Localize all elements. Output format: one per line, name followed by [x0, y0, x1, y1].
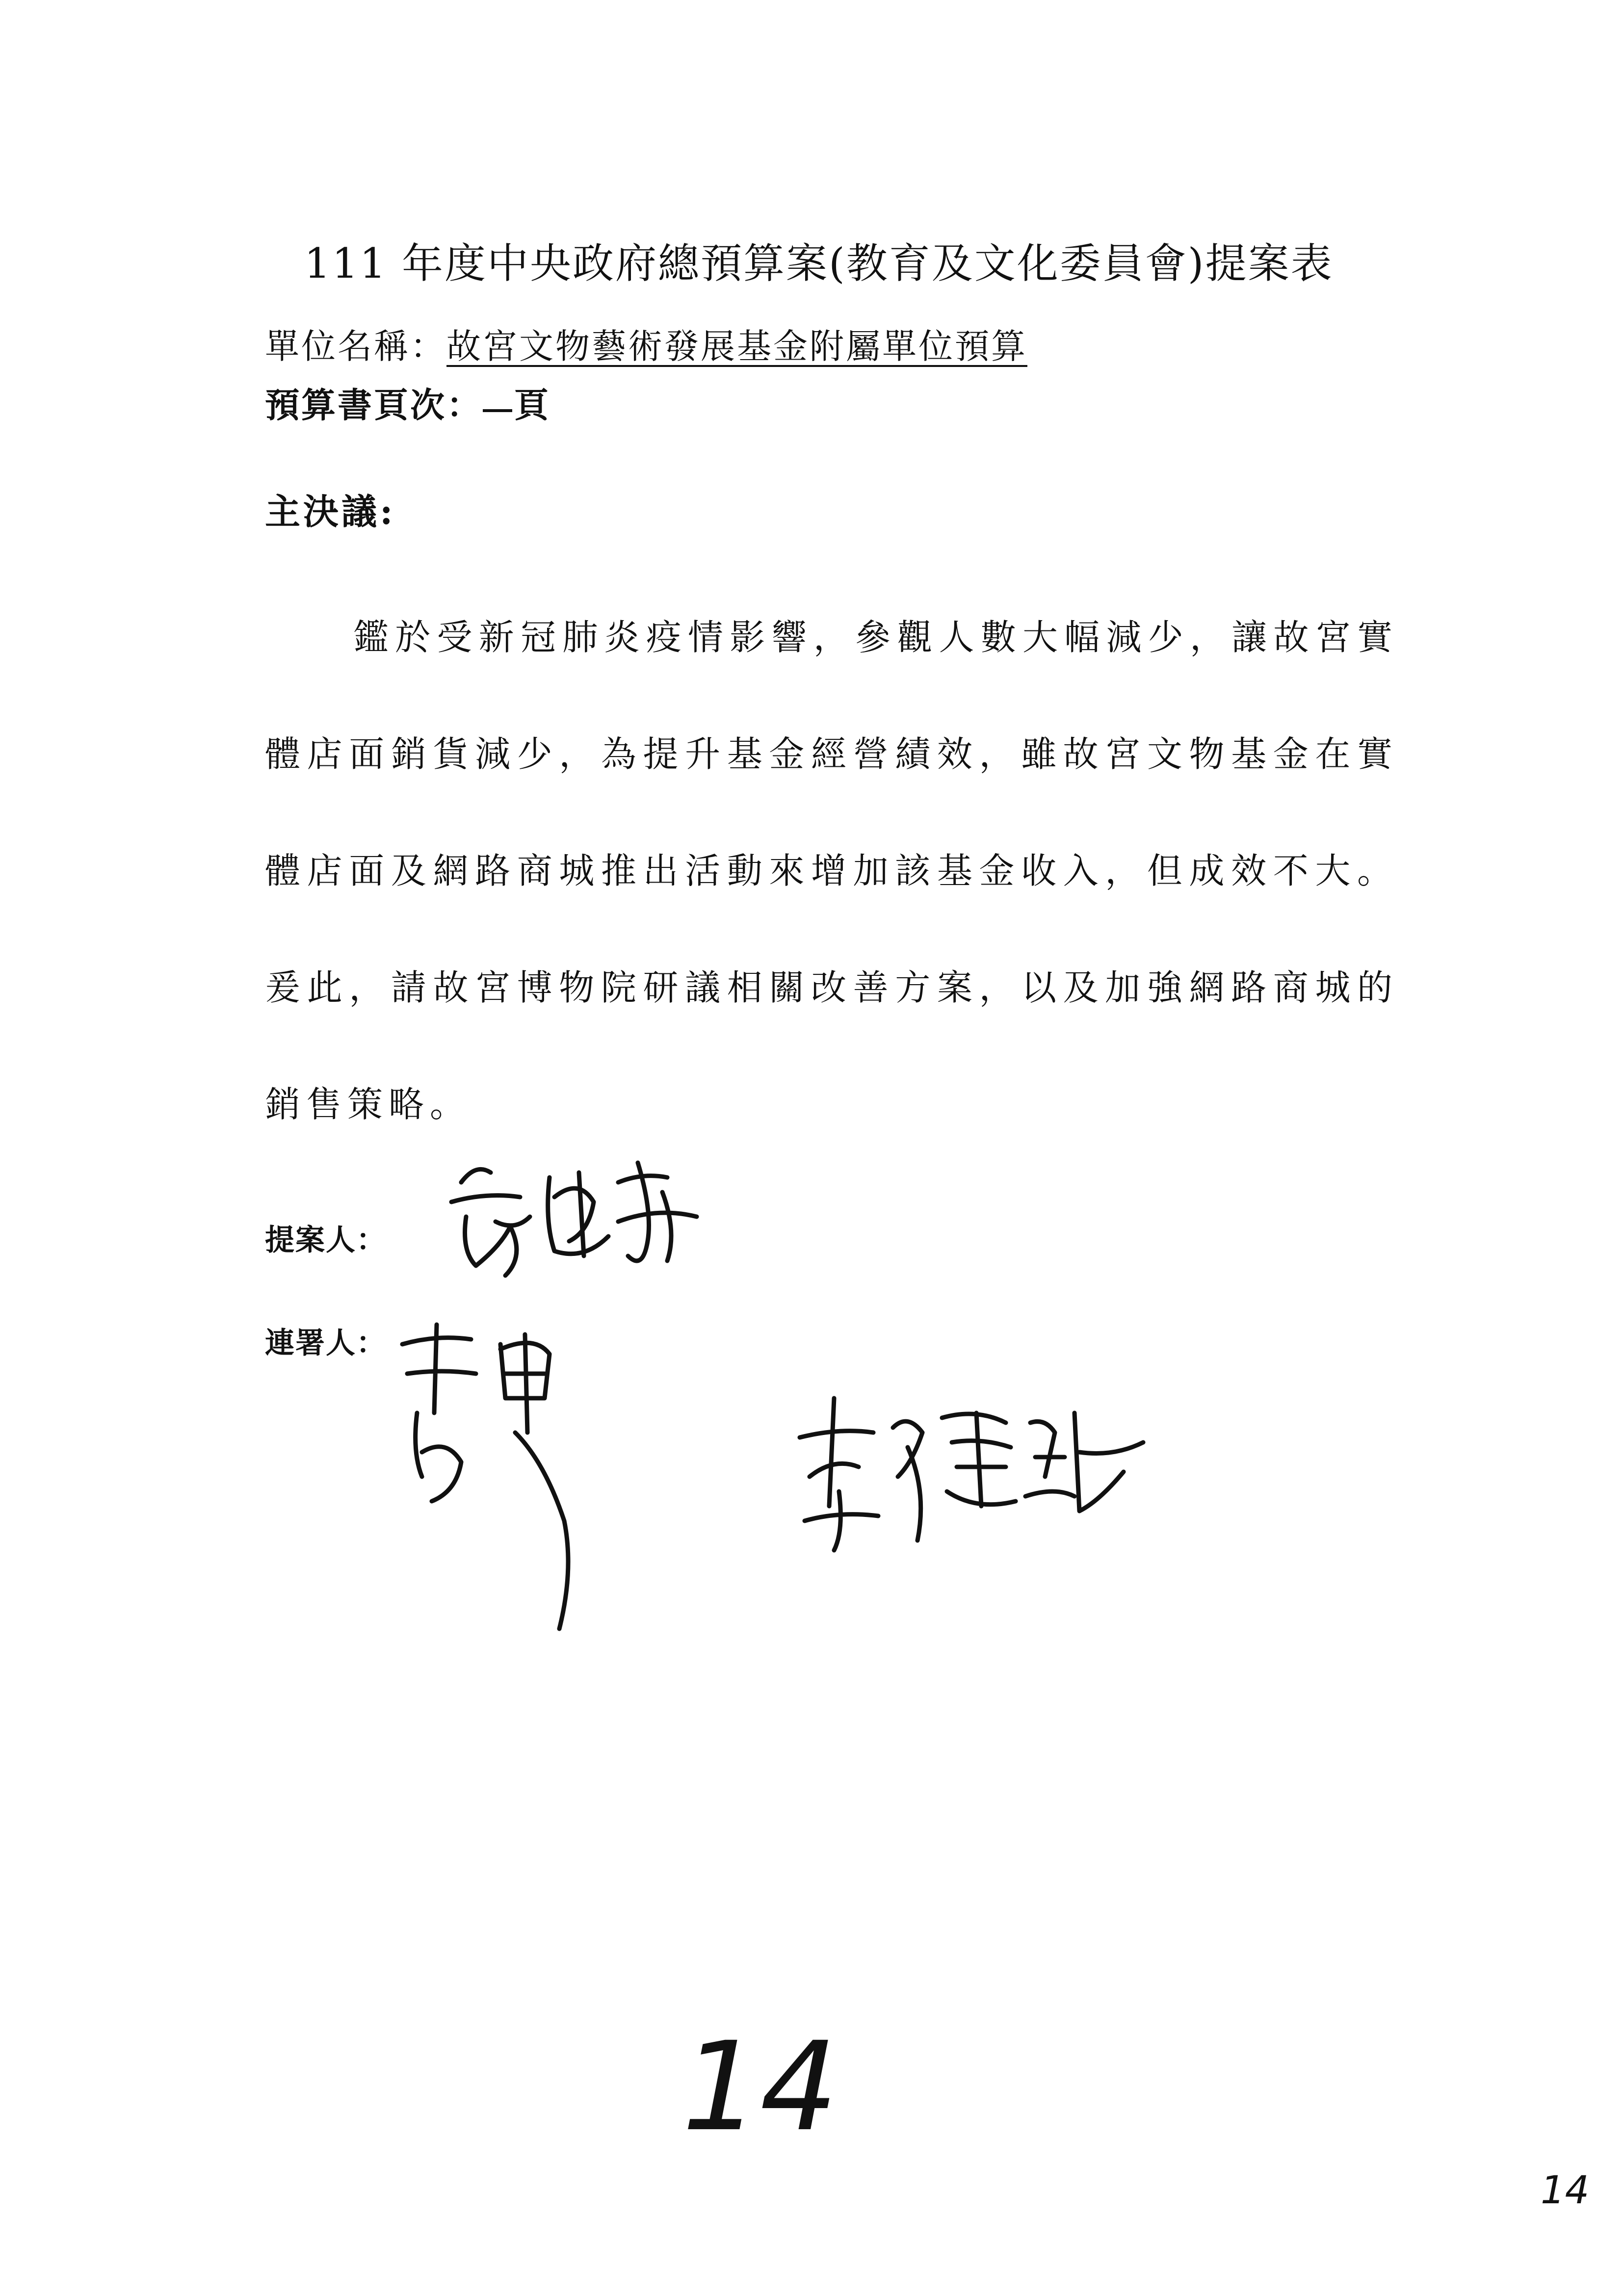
- proposer-signature: [432, 1143, 736, 1290]
- resolution-body: 鑑於受新冠肺炎疫情影響，參觀人數大幅減少，讓故宮實體店面銷貨減少，為提升基金經營績效，雖故宮文物基金在實體店面及網路商城推出活動來增加該基金收入，但成效不大。爰此，請故宮博物院研議相關改善方案，以及加強網路商城的銷售策略。: [265, 617, 1398, 1125]
- budget-page-value: 頁: [514, 385, 550, 425]
- cosigner-signature-2: [780, 1383, 1153, 1570]
- budget-page-label: 預算書頁次：: [265, 385, 483, 425]
- budget-page-line: [265, 378, 550, 427]
- handwritten-page-number: [677, 2016, 883, 2144]
- budget-page-blank: [483, 409, 512, 412]
- cosigner-signature-1: [388, 1315, 594, 1639]
- unit-name-line: [265, 319, 1027, 368]
- unit-name-label: 單位名稱：: [265, 326, 446, 366]
- corner-page-number: 14: [1541, 2168, 1590, 2213]
- resolution-heading: 主決議:: [265, 491, 396, 532]
- cosigner-label: 連署人：: [265, 1326, 387, 1360]
- unit-name-value: 故宮文物藝術發展基金附屬單位預算: [446, 326, 1027, 366]
- form-title: 111 年度中央政府總預算案(教育及文化委員會)提案表: [304, 239, 1334, 287]
- handwritten-page-number-text: 14: [682, 2016, 838, 2144]
- proposer-label: 提案人：: [265, 1223, 387, 1257]
